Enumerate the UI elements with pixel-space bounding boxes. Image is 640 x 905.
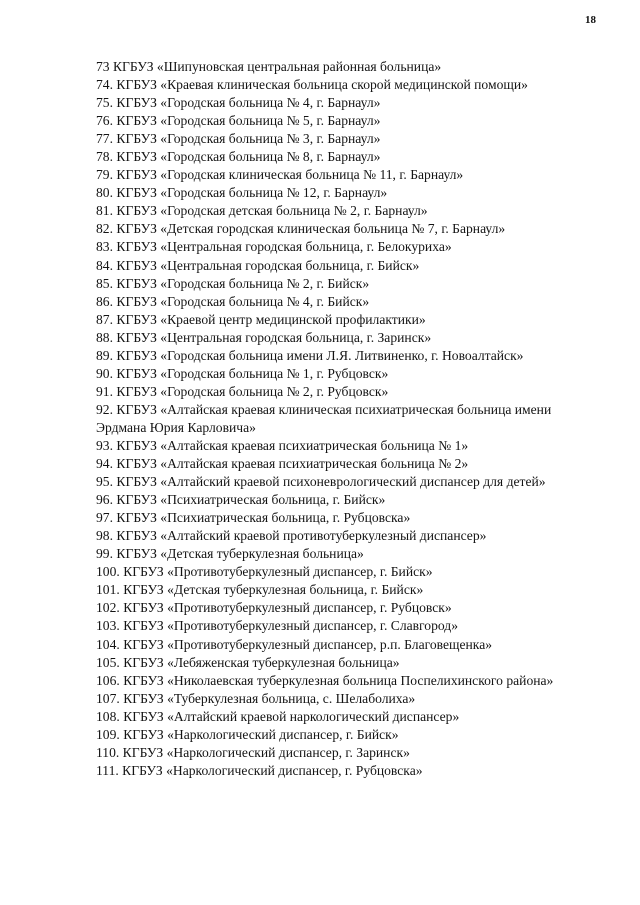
list-item: 111. КГБУЗ «Наркологический диспансер, г. Рубцовска» <box>96 762 423 778</box>
institution-list <box>96 58 572 780</box>
list-item: 86. КГБУЗ «Городская больница № 4, г. Бийск» <box>96 293 370 309</box>
list-item: 80. КГБУЗ «Городская больница № 12, г. Барнаул» <box>96 185 388 201</box>
list-item: 81. КГБУЗ «Городская детская больница № 2, г. Барнаул» <box>96 203 428 219</box>
list-item: 87. КГБУЗ «Краевой центр медицинской профилактики» <box>96 311 426 327</box>
list-item: 101. КГБУЗ «Детская туберкулезная больница, г. Бийск» <box>96 582 424 598</box>
list-item: 102. КГБУЗ «Противотуберкулезный диспансер, г. Рубцовск» <box>96 600 452 616</box>
list-item: 108. КГБУЗ «Алтайский краевой наркологический диспансер» <box>96 708 460 724</box>
list-item: 93. КГБУЗ «Алтайская краевая психиатрическая больница № 1» <box>96 437 469 453</box>
list-item: 94. КГБУЗ «Алтайская краевая психиатрическая больница № 2» <box>96 456 469 472</box>
list-item: 92. КГБУЗ «Алтайская краевая клиническая психиатрическая больница имени Эрдмана Юрия Карловича» <box>96 401 552 435</box>
list-item: 110. КГБУЗ «Наркологический диспансер, г. Заринск» <box>96 744 410 760</box>
list-item: 85. КГБУЗ «Городская больница № 2, г. Бийск» <box>96 275 370 291</box>
list-item: 82. КГБУЗ «Детская городская клиническая больница № 7, г. Барнаул» <box>96 221 506 237</box>
list-item: 103. КГБУЗ «Противотуберкулезный диспансер, г. Славгород» <box>96 618 458 634</box>
page-number: 18 <box>585 14 596 26</box>
list-item: 99. КГБУЗ «Детская туберкулезная больница» <box>96 546 364 562</box>
list-item: 90. КГБУЗ «Городская больница № 1, г. Рубцовск» <box>96 365 389 381</box>
list-item: 91. КГБУЗ «Городская больница № 2, г. Рубцовск» <box>96 383 389 399</box>
list-item: 100. КГБУЗ «Противотуберкулезный диспансер, г. Бийск» <box>96 564 433 580</box>
list-item: 109. КГБУЗ «Наркологический диспансер, г. Бийск» <box>96 726 399 742</box>
list-item: 76. КГБУЗ «Городская больница № 5, г. Барнаул» <box>96 113 381 129</box>
list-item: 98. КГБУЗ «Алтайский краевой противотуберкулезный диспансер» <box>96 528 487 544</box>
list-item: 73 КГБУЗ «Шипуновская центральная районная больница» <box>96 59 442 74</box>
list-item: 106. КГБУЗ «Николаевская туберкулезная больница Поспелихинского района» <box>96 672 554 688</box>
list-item: 107. КГБУЗ «Туберкулезная больница, с. Шелаболиха» <box>96 690 416 706</box>
list-item: 89. КГБУЗ «Городская больница имени Л.Я. Литвиненко, г. Новоалтайск» <box>96 347 524 363</box>
list-item: 97. КГБУЗ «Психиатрическая больница, г. Рубцовска» <box>96 510 411 526</box>
list-item: 84. КГБУЗ «Центральная городская больница, г. Бийск» <box>96 257 420 273</box>
list-item: 105. КГБУЗ «Лебяженская туберкулезная больница» <box>96 654 400 670</box>
list-item: 77. КГБУЗ «Городская больница № 3, г. Барнаул» <box>96 131 381 147</box>
list-item: 104. КГБУЗ «Противотуберкулезный диспансер, р.п. Благовещенка» <box>96 636 493 652</box>
list-item: 79. КГБУЗ «Городская клиническая больница № 11, г. Барнаул» <box>96 167 464 183</box>
list-item: 74. КГБУЗ «Краевая клиническая больница скорой медицинской помощи» <box>96 77 528 93</box>
list-item: 96. КГБУЗ «Психиатрическая больница, г. Бийск» <box>96 492 386 508</box>
list-item: 75. КГБУЗ «Городская больница № 4, г. Барнаул» <box>96 95 381 111</box>
list-item: 88. КГБУЗ «Центральная городская больница, г. Заринск» <box>96 329 432 345</box>
list-item: 95. КГБУЗ «Алтайский краевой психоневрологический диспансер для детей» <box>96 474 546 490</box>
list-item: 78. КГБУЗ «Городская больница № 8, г. Барнаул» <box>96 149 381 165</box>
list-item: 83. КГБУЗ «Центральная городская больница, г. Белокуриха» <box>96 239 452 255</box>
